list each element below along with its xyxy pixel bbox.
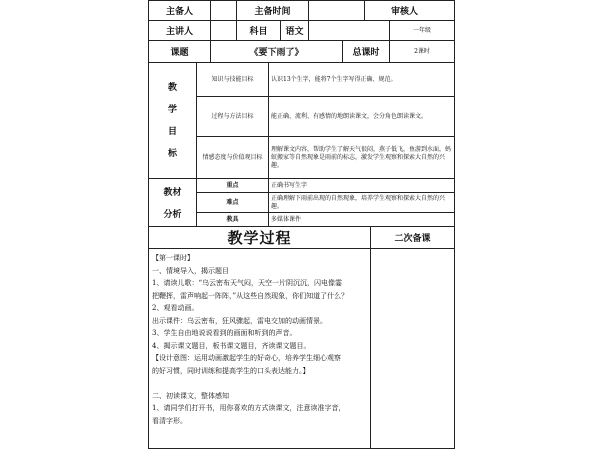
objective-label-process: 过程与方法目标 [197, 97, 269, 137]
difficulty-label: 难点 [197, 193, 269, 213]
process-line: 【第一课时】 [152, 254, 194, 262]
objectives-table [148, 62, 455, 179]
process-line: 1、请同学们打开书，用你喜欢的方式读课文，注意读准字音， [152, 404, 346, 412]
process-body [149, 249, 371, 449]
process-line: 4、揭示课文题目，板书课文题目，齐读课文题目。 [152, 341, 311, 350]
objectives-section-label [149, 63, 197, 179]
process-line: 2、观看动画。 [152, 304, 199, 312]
process-line: 出示课件：乌云密布，狂风骤起，雷电交加的动画情景。 [152, 316, 327, 325]
teaching-aids-label: 教具 [197, 213, 269, 227]
process-table [148, 226, 455, 449]
analysis-section-label [149, 179, 197, 227]
analysis-label-line-1: 教材 [163, 187, 182, 198]
process-line: 一、情境导入，揭示题目 [152, 266, 229, 275]
header-table [148, 0, 455, 63]
process-title: 教学过程 [149, 227, 371, 249]
lecturer-label: 主讲人 [149, 21, 211, 41]
topic-value: 《要下雨了》 [211, 41, 343, 63]
lesson-plan-sheet [148, 0, 454, 425]
objective-label-attitude: 情感态度与价值观目标 [197, 137, 269, 179]
teaching-aids-text: 多媒体课件 [269, 213, 455, 227]
objective-text-knowledge: 认识13个生字，能将7个生字写得正确、规范。 [269, 63, 455, 97]
process-line [152, 377, 367, 390]
process-line: 1、请读儿歌：“乌云密布天气闷，天空一片阴沉沉，闪电像霎 [152, 279, 343, 287]
key-point-text: 正确书写生字 [269, 179, 455, 193]
objective-text-attitude: 理解课文内容，帮助学生了解天气很闷，燕子低飞，鱼游到水面，蚂蚁搬家等自然现象是雨前的标志，激发学生观察和探索大自然的兴趣。 [269, 137, 455, 179]
process-line: 二、初读课文，整体感知 [152, 391, 229, 400]
process-line: 3、学生自由地说说看到的画面和听到的声音。 [152, 329, 297, 337]
objectives-char-2: 学 [167, 104, 177, 115]
objectives-char-3: 目 [167, 126, 177, 137]
subject-label: 科目 [237, 21, 281, 41]
total-hours-value: 2课时 [390, 41, 455, 63]
total-hours-label: 总课时 [343, 41, 390, 63]
process-line: 【设计意图：运用动画激起学生的好奇心，培养学生细心观察 [152, 354, 341, 362]
objectives-char-1: 教 [167, 82, 177, 93]
prep-time-value[interactable] [309, 1, 365, 21]
objective-label-knowledge: 知识与技能目标 [197, 63, 269, 97]
objective-text-process: 能正确、流利、有感情的地朗读课文，会分角色朗读课文。 [269, 97, 455, 137]
grade-spacer [309, 21, 390, 41]
preparer-value[interactable] [211, 1, 237, 21]
prep-time-label: 主备时间 [237, 1, 309, 21]
second-prep-title: 二次备课 [371, 227, 455, 249]
subject-value: 语文 [281, 21, 309, 41]
objectives-char-4: 标 [167, 148, 177, 159]
preparer-label: 主备人 [149, 1, 211, 21]
second-prep-area[interactable] [371, 249, 455, 449]
difficulty-text: 正确理解下雨前出现的自然现象，培养学生观察和探索大自然的兴趣。 [269, 193, 455, 213]
topic-label: 课题 [149, 41, 211, 63]
analysis-table [148, 178, 455, 227]
process-line: 看清字形。 [152, 416, 187, 425]
process-line: 把鞭挥，雷声响起一阵阵，”从这些自然现象，你们知道了什么？ [152, 291, 349, 300]
analysis-label-line-2: 分析 [163, 209, 182, 220]
key-point-label: 重点 [197, 179, 269, 193]
reviewer-label: 审核人 [365, 1, 455, 21]
grade-value: 一年级 [390, 21, 455, 41]
lecturer-value[interactable] [211, 21, 237, 41]
process-line: 的好习惯，同时训练和提高学生的口头表达能力。】 [152, 366, 310, 375]
